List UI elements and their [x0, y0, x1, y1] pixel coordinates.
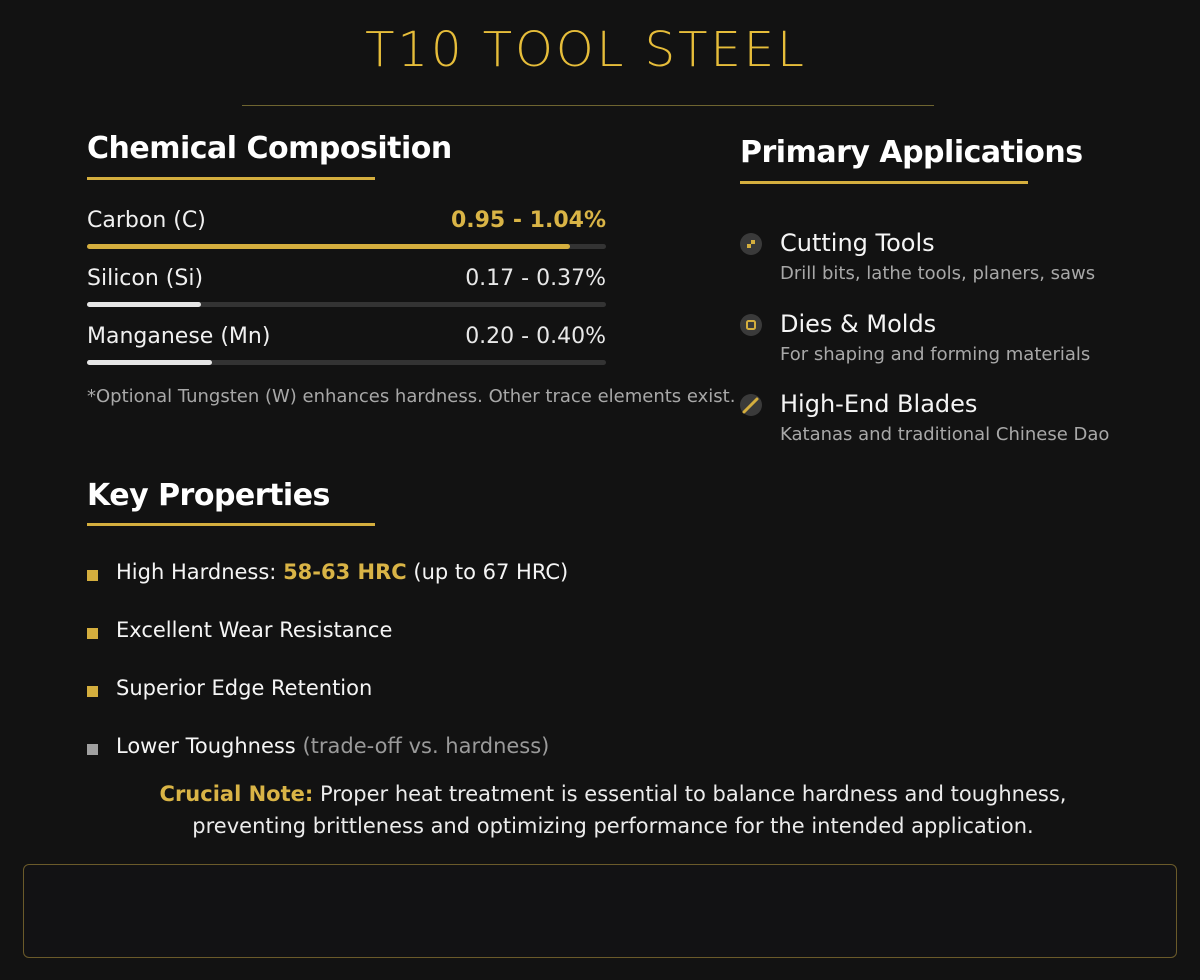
square-bullet-icon — [87, 570, 98, 581]
cutting-tools-icon — [740, 233, 762, 255]
application-title: High-End Blades — [780, 390, 978, 418]
crucial-note-line-1 — [0, 778, 1200, 810]
application-subtitle: For shaping and forming materials — [780, 344, 1091, 365]
crucial-note-text: Proper heat treatment is essential to balance hardness and toughness, — [313, 782, 1067, 806]
property-label: Lower Toughness — [116, 734, 296, 758]
square-bullet-icon — [87, 744, 98, 755]
element-bar-fill — [87, 360, 212, 365]
property-text — [116, 560, 568, 584]
element-label: Manganese (Mn) — [87, 324, 271, 349]
element-bar-track — [87, 244, 606, 249]
application-subtitle: Drill bits, lathe tools, planers, saws — [780, 263, 1096, 284]
property-text: Excellent Wear Resistance — [116, 618, 393, 642]
empty-panel — [23, 864, 1177, 958]
property-text — [116, 734, 549, 758]
title-divider — [242, 105, 934, 106]
element-value: 0.95 - 1.04% — [450, 208, 606, 233]
crucial-note — [0, 778, 1200, 842]
application-title: Cutting Tools — [780, 229, 935, 257]
element-bar-track — [87, 360, 606, 365]
element-value: 0.20 - 0.40% — [465, 324, 606, 349]
property-suffix: (up to 67 HRC) — [406, 560, 569, 584]
dies-molds-icon — [740, 314, 762, 336]
element-value: 0.17 - 0.37% — [465, 266, 606, 291]
properties-heading-underline — [87, 523, 375, 526]
blade-icon — [740, 394, 762, 416]
square-bullet-icon — [87, 628, 98, 639]
element-label: Carbon (C) — [87, 208, 206, 233]
application-subtitle: Katanas and traditional Chinese Dao — [780, 424, 1110, 445]
property-label: High Hardness: — [116, 560, 284, 584]
composition-heading-underline — [87, 177, 375, 180]
composition-footnote: *Optional Tungsten (W) enhances hardness. Other trace elements exist. — [87, 386, 736, 407]
properties-heading: Key Properties — [87, 478, 330, 513]
property-muted-note: (trade-off vs. hardness) — [295, 734, 550, 758]
applications-heading-underline — [740, 181, 1028, 184]
element-bar-fill — [87, 244, 570, 249]
page-title: T10 TOOL STEEL — [365, 22, 807, 78]
square-bullet-icon — [87, 686, 98, 697]
crucial-note-line-2: preventing brittleness and optimizing performance for the intended application. — [192, 814, 1034, 838]
applications-heading: Primary Applications — [740, 135, 1083, 170]
element-label: Silicon (Si) — [87, 266, 204, 291]
property-text: Superior Edge Retention — [116, 676, 373, 700]
crucial-note-lead: Crucial Note: — [159, 782, 314, 806]
element-bar-track — [87, 302, 606, 307]
application-title: Dies & Molds — [780, 310, 937, 338]
property-highlight: 58-63 HRC — [283, 560, 407, 584]
composition-heading: Chemical Composition — [87, 131, 452, 166]
element-bar-fill — [87, 302, 201, 307]
